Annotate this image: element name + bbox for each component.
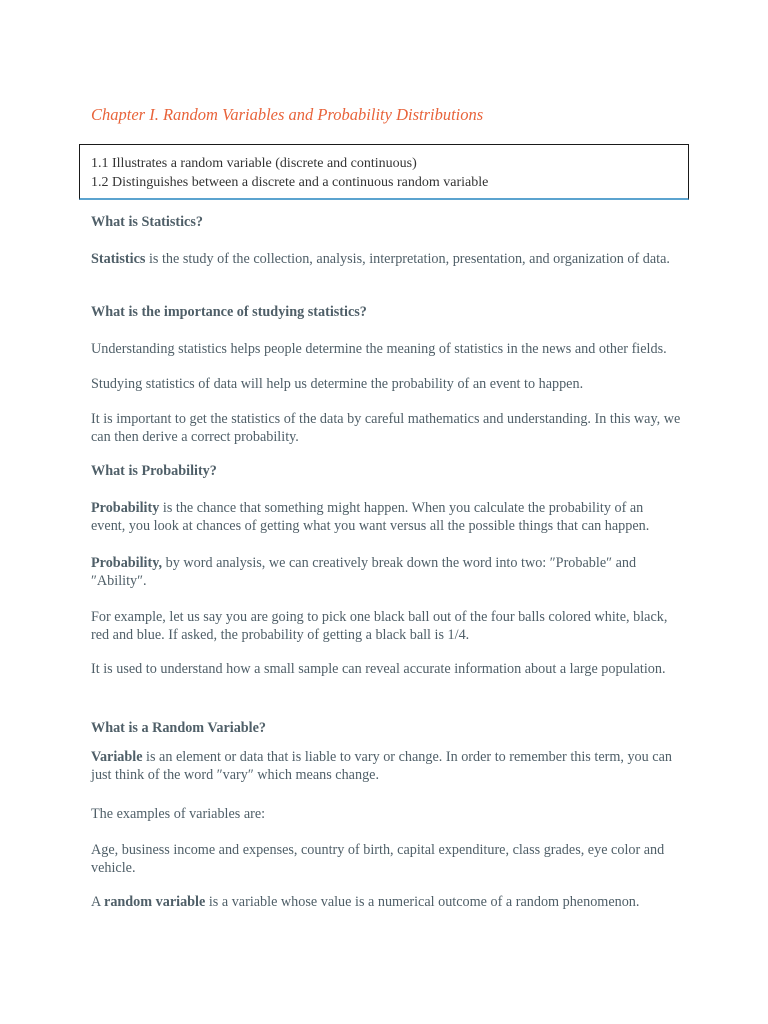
term-probability-word: Probability,	[91, 555, 163, 571]
term-statistics: Statistics	[91, 251, 146, 267]
paragraph-examples-intro: The examples of variables are:	[91, 806, 266, 822]
paragraph-probability-word-analysis	[91, 555, 681, 590]
variable-definition-text: is an element or data that is liable to vary or change. In order to remember this term, you can just think of the word ″vary″ which means change.	[91, 749, 672, 783]
paragraph-probability-usage: It is used to understand how a small sample can reveal accurate information about a large population.	[91, 661, 666, 677]
paragraph-importance-3: It is important to get the statistics of the data by careful mathematics and understanding. In this way, we can then derive a correct probability.	[91, 411, 681, 445]
term-probability: Probability	[91, 500, 160, 516]
paragraph-random-variable-definition	[91, 894, 681, 912]
learning-objectives-box	[79, 144, 689, 200]
heading-what-is-probability: What is Probability?	[91, 463, 217, 479]
random-variable-definition-text: is a variable whose value is a numerical outcome of a random phenomenon.	[205, 894, 640, 910]
term-random-variable: random variable	[104, 894, 206, 910]
random-variable-prefix: A	[91, 894, 105, 910]
paragraph-variable-examples: Age, business income and expenses, country of birth, capital expenditure, class grades, eye color and vehicle.	[91, 842, 665, 876]
paragraph-importance-1: Understanding statistics helps people determine the meaning of statistics in the news and other fields.	[91, 341, 667, 357]
objective-item: 1.1 Illustrates a random variable (discrete and continuous)	[91, 156, 417, 171]
paragraph-variable-definition	[91, 749, 681, 784]
chapter-title: Chapter I. Random Variables and Probability Distributions	[91, 105, 484, 124]
paragraph-statistics-definition	[91, 251, 681, 269]
probability-definition-text: is the chance that something might happen. When you calculate the probability of an event, you look at chances of getting what you want versus all the possible things that can happen.	[91, 500, 650, 534]
heading-what-is-statistics: What is Statistics?	[91, 214, 203, 230]
heading-importance-of-statistics: What is the importance of studying statistics?	[91, 304, 367, 320]
heading-what-is-random-variable: What is a Random Variable?	[91, 720, 267, 736]
probability-word-analysis-text: by word analysis, we can creatively break down the word into two: ″Probable″ and ″Ability″.	[91, 555, 637, 589]
paragraph-probability-example: For example, let us say you are going to pick one black ball out of the four balls colored white, black, red and blue. If asked, the probability of getting a black ball is 1/4.	[91, 609, 668, 643]
term-variable: Variable	[91, 749, 143, 765]
statistics-definition-text: is the study of the collection, analysis, interpretation, presentation, and organization of data.	[145, 251, 670, 267]
paragraph-probability-definition	[91, 500, 681, 535]
paragraph-importance-2: Studying statistics of data will help us determine the probability of an event to happen.	[91, 376, 584, 392]
objective-item: 1.2 Distinguishes between a discrete and a continuous random variable	[91, 175, 489, 190]
